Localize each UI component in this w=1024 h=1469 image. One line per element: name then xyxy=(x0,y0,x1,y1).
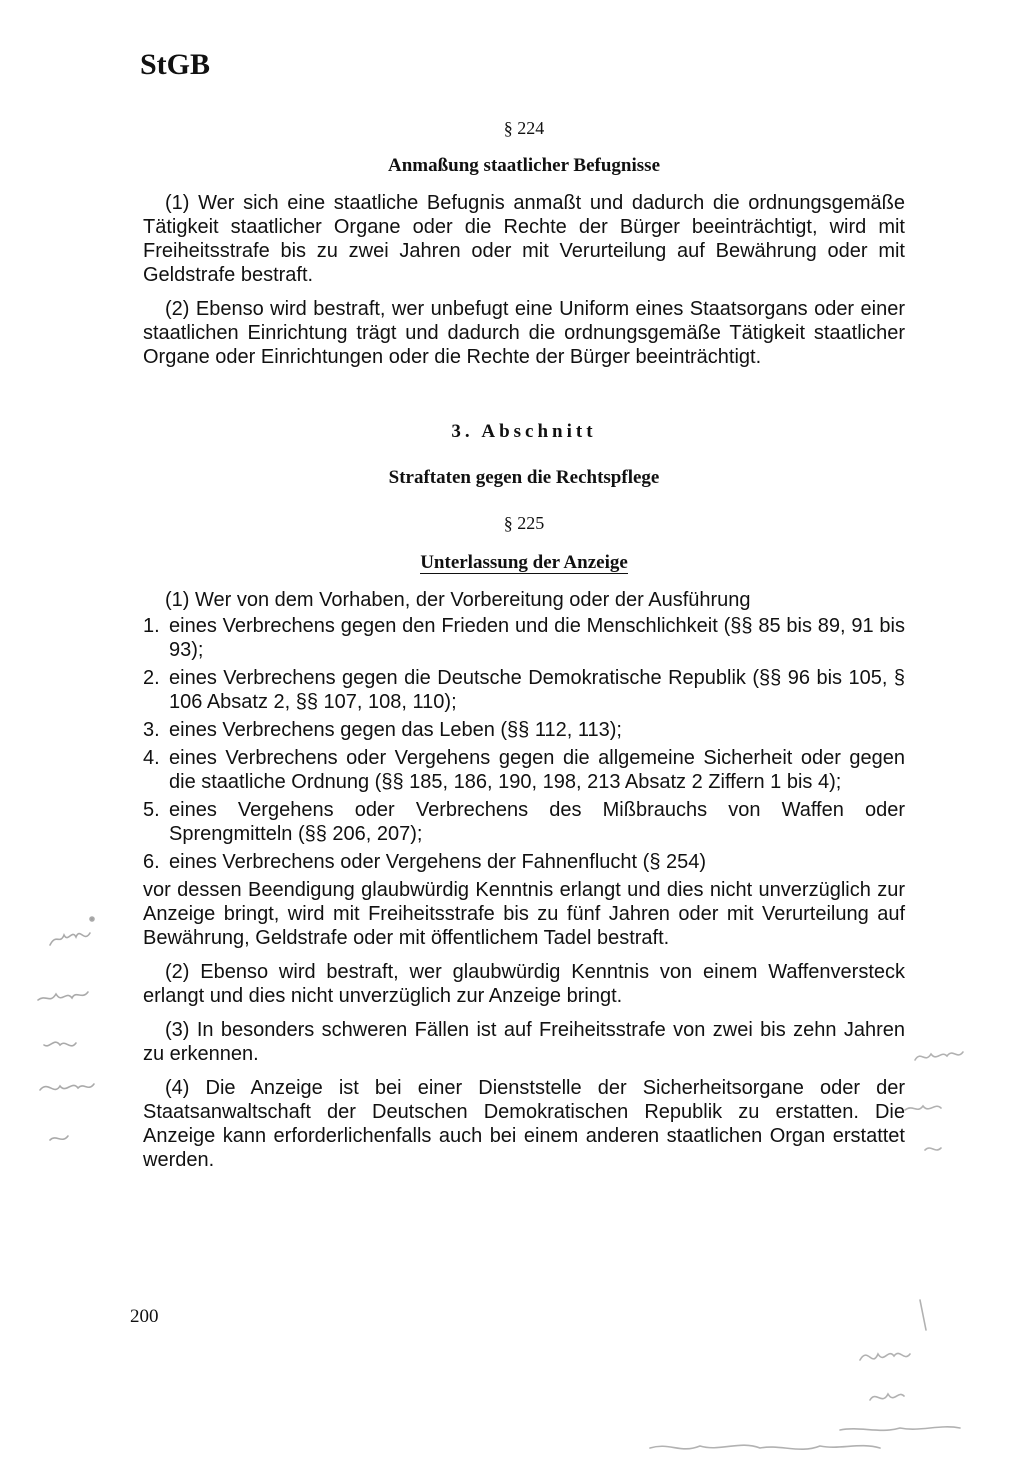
offense-list xyxy=(143,614,905,874)
chapter-title: Straftaten gegen die Rechtspflege xyxy=(388,467,660,488)
section-225-number: § 225 xyxy=(503,513,545,533)
list-item-text: eines Verbrechens gegen das Leben (§§ 112, 113); xyxy=(169,719,622,741)
list-item xyxy=(143,798,905,846)
list-item xyxy=(143,746,905,794)
list-item xyxy=(143,718,905,742)
list-item xyxy=(143,666,905,714)
list-item-number: 1. xyxy=(143,615,160,637)
list-item-number: 5. xyxy=(143,799,160,821)
section-224-paragraph-1: (1) Wer sich eine staatliche Befugnis anmaßt und dadurch die ordnungsgemäße Tätigkeit staatlicher Organe oder die Rechte der Bürger beeinträchtigt, wird mit Freiheitsstrafe bis zu zwei Jahren oder mit Verurteilung auf Bewährung oder mit Geldstrafe bestraft. xyxy=(143,192,905,286)
list-item-text: eines Verbrechens oder Vergehens der Fahnenflucht (§ 254) xyxy=(169,851,707,873)
page-header: StGB xyxy=(140,48,211,81)
section-225-paragraph-4: (4) Die Anzeige ist bei einer Dienststelle der Sicherheitsorgane oder der Staatsanwaltschaft der Deutschen Demokratischen Republik zu erstatten. Die Anzeige kann erforderlichenfalls auch bei einem anderen staatlichen Organ erstattet werden. xyxy=(143,1077,905,1171)
list-item-number: 3. xyxy=(143,719,160,741)
section-225-intro: (1) Wer von dem Vorhaben, der Vorbereitung oder der Ausführung xyxy=(165,589,751,611)
page-number: 200 xyxy=(130,1306,159,1327)
section-224-title: Anmaßung staatlicher Befugnisse xyxy=(387,155,660,176)
list-item xyxy=(143,614,905,662)
list-item-number: 6. xyxy=(143,851,160,873)
section-225-title xyxy=(143,552,905,574)
section-224-paragraph-2: (2) Ebenso wird bestraft, wer unbefugt eine Uniform eines Staatsorgans oder einer staatlichen Einrichtung trägt und dadurch die ordnungsgemäße Tätigkeit staatlicher Organe oder Einrichtungen oder die Rechte der Bürger beeinträchtigt. xyxy=(143,298,905,368)
margin-scribble-right xyxy=(885,1030,1005,1180)
margin-scribble-left xyxy=(20,905,140,1185)
section-225-paragraph-2: (2) Ebenso wird bestraft, wer glaubwürdig Kenntnis von einem Waffenversteck erlangt und dies nicht unverzüglich zur Anzeige bringt. xyxy=(143,961,905,1007)
section-225-title-text: Unterlassung der Anzeige xyxy=(420,552,628,573)
list-item-number: 4. xyxy=(143,747,160,769)
section-225-after-list: vor dessen Beendigung glaubwürdig Kenntnis erlangt und dies nicht unverzüglich zur Anzeige bringt, wird mit Freiheitsstrafe bis zu fünf Jahren oder mit Verurteilung auf Bewährung, Geldstrafe oder mit öffentlichem Tadel bestraft. xyxy=(143,879,905,949)
list-item-text: eines Vergehens oder Verbrechens des Mißbrauchs von Waffen oder Sprengmitteln (§§ 206, 207); xyxy=(169,799,905,845)
list-item-number: 2. xyxy=(143,667,160,689)
list-item xyxy=(143,850,905,874)
list-item-text: eines Verbrechens gegen die Deutsche Demokratische Republik (§§ 96 bis 105, § 106 Absatz 2, §§ 107, 108, 110); xyxy=(169,667,905,713)
section-225-paragraph-3: (3) In besonders schweren Fällen ist auf Freiheitsstrafe von zwei bis zehn Jahren zu erkennen. xyxy=(143,1019,905,1065)
bottom-scribble xyxy=(640,1290,1000,1465)
document-body xyxy=(143,118,905,1172)
list-item-text: eines Verbrechens gegen den Frieden und die Menschlichkeit (§§ 85 bis 89, 91 bis 93); xyxy=(169,615,905,661)
chapter-label: 3. Abschnitt xyxy=(451,421,597,442)
list-item-text: eines Verbrechens oder Vergehens gegen die allgemeine Sicherheit oder gegen die staatliche Ordnung (§§ 185, 186, 190, 198, 213 Absatz 2 Ziffern 1 bis 4); xyxy=(169,747,905,793)
section-224-number: § 224 xyxy=(503,118,545,138)
